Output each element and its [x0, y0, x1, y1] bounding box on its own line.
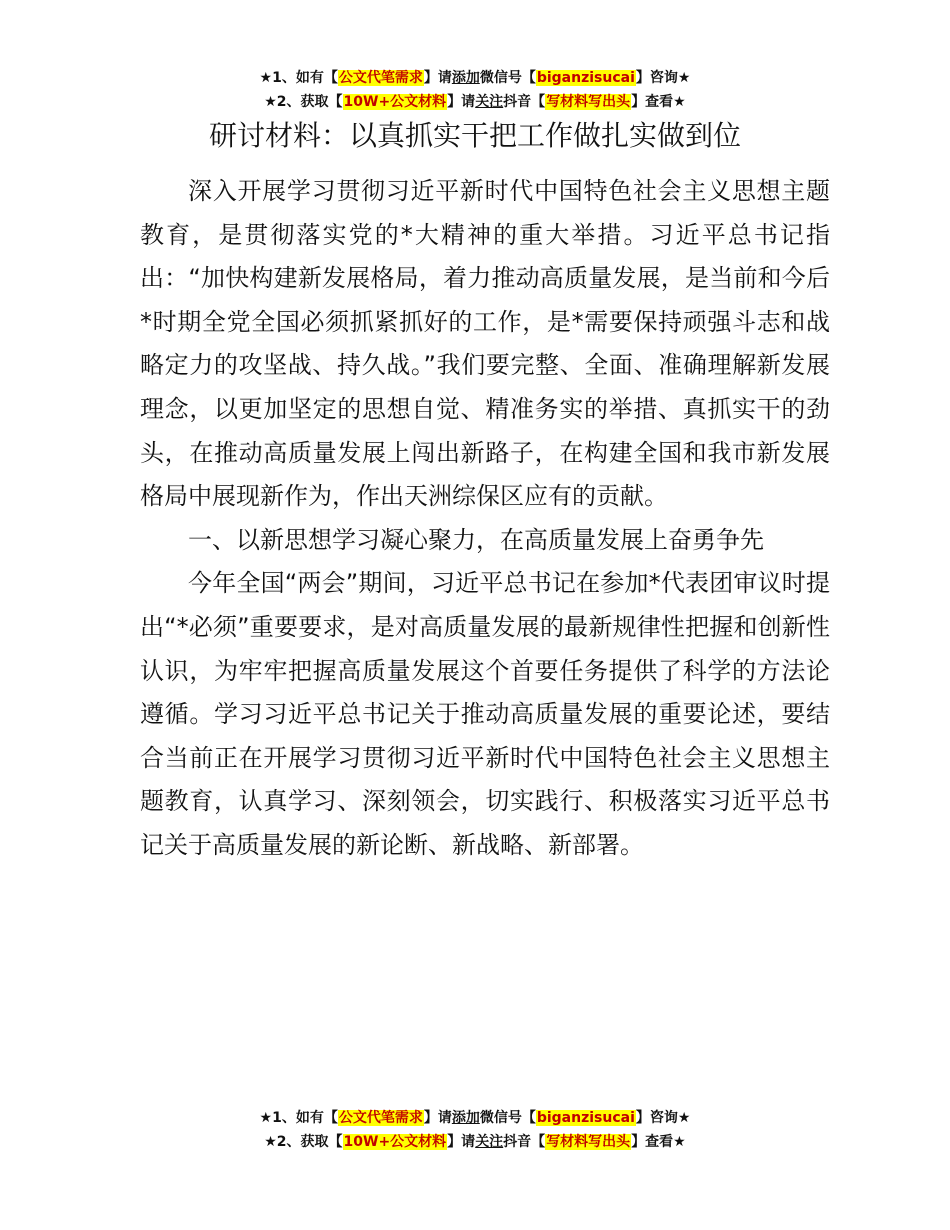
header-ad-line-1-highlight-service: 公文代笔需求: [338, 70, 423, 86]
footer-ad-line-2-mid-2: 抖音【: [503, 1134, 546, 1150]
document-body: [140, 170, 830, 868]
footer-ad-line-2-prefix: ★2、获取【: [264, 1134, 343, 1150]
footer-ad-line-2-mid: 】请: [447, 1134, 476, 1150]
header-ad-line-1: [0, 66, 950, 90]
header-ad-line-2-mid-2: 抖音【: [503, 94, 546, 110]
footer-ad-line-2-highlight-douyin: 写材料写出头: [546, 1134, 631, 1150]
header-ad-line-2: [0, 90, 950, 114]
body-paragraph-intro: 深入开展学习贯彻习近平新时代中国特色社会主义思想主题教育，是贯彻落实党的*大精神的重大举措。习近平总书记指出：“加快构建新发展格局，着力推动高质量发展，是当前和今后*时期全党全国必须抓紧抓好的工作，是*需要保持顽强斗志和战略定力的攻坚战、持久战。”我们要完整、全面、准确理解新发展理念，以更加坚定的思想自觉、精准务实的举措、真抓实干的劲头，在推动高质量发展上闯出新路子，在构建全国和我市新发展格局中展现新作为，作出天洲综保区应有的贡献。: [140, 177, 830, 511]
footer-ad-line-2: [0, 1130, 950, 1154]
footer-ad-line-1-highlight-wechat: biganzisucai: [536, 1110, 635, 1126]
footer-ad-line-1-mid-2: 微信号【: [479, 1110, 536, 1126]
header-ad-line-2-underlined: 关注: [475, 94, 504, 110]
footer-ad-line-1: [0, 1106, 950, 1130]
footer-ad-line-2-underlined: 关注: [475, 1134, 504, 1150]
header-ad-line-1-highlight-wechat: biganzisucai: [536, 70, 635, 86]
footer-ad-line-1-prefix: ★1、如有【: [259, 1110, 338, 1126]
footer-ad-line-1-mid: 】请: [423, 1110, 452, 1126]
header-ad-line-2-highlight-materials: 10W+公文材料: [343, 94, 447, 110]
footer-ad-line-2-suffix: 】查看★: [631, 1134, 686, 1150]
document-title: 研讨材料：以真抓实干把工作做扎实做到位: [208, 119, 741, 152]
header-ad-line-1-prefix: ★1、如有【: [259, 70, 338, 86]
body-paragraph-section-1: 今年全国“两会”期间，习近平总书记在参加*代表团审议时提出“*必须”重要要求，是对高质量发展的最新规律性把握和创新性认识，为牢牢把握高质量发展这个首要任务提供了科学的方法论遵循。学习习近平总书记关于推动高质量发展的重要论述，要结合当前正在开展学习贯彻习近平新时代中国特色社会主义思想主题教育，认真学习、深刻领会，切实践行、积极落实习近平总书记关于高质量发展的新论断、新战略、新部署。: [140, 569, 830, 859]
section-heading-1: 一、以新思想学习凝心聚力，在高质量发展上奋勇争先: [188, 525, 764, 554]
header-ad-line-2-mid: 】请: [447, 94, 476, 110]
header-ad-line-2-suffix: 】查看★: [631, 94, 686, 110]
footer-ad-line-2-highlight-materials: 10W+公文材料: [343, 1134, 447, 1150]
header-ad-line-1-mid: 】请: [423, 70, 452, 86]
header-ad-line-1-mid-2: 微信号【: [479, 70, 536, 86]
footer-ad: [0, 1106, 950, 1154]
footer-ad-line-1-highlight-service: 公文代笔需求: [338, 1110, 423, 1126]
footer-ad-line-1-suffix: 】咨询★: [635, 1110, 691, 1126]
header-ad-line-2-highlight-douyin: 写材料写出头: [546, 94, 631, 110]
header-ad-line-1-suffix: 】咨询★: [635, 70, 691, 86]
header-ad-line-2-prefix: ★2、获取【: [264, 94, 343, 110]
header-ad-line-1-underlined: 添加: [451, 70, 480, 86]
footer-ad-line-1-underlined: 添加: [451, 1110, 480, 1126]
header-ad: [0, 66, 950, 114]
